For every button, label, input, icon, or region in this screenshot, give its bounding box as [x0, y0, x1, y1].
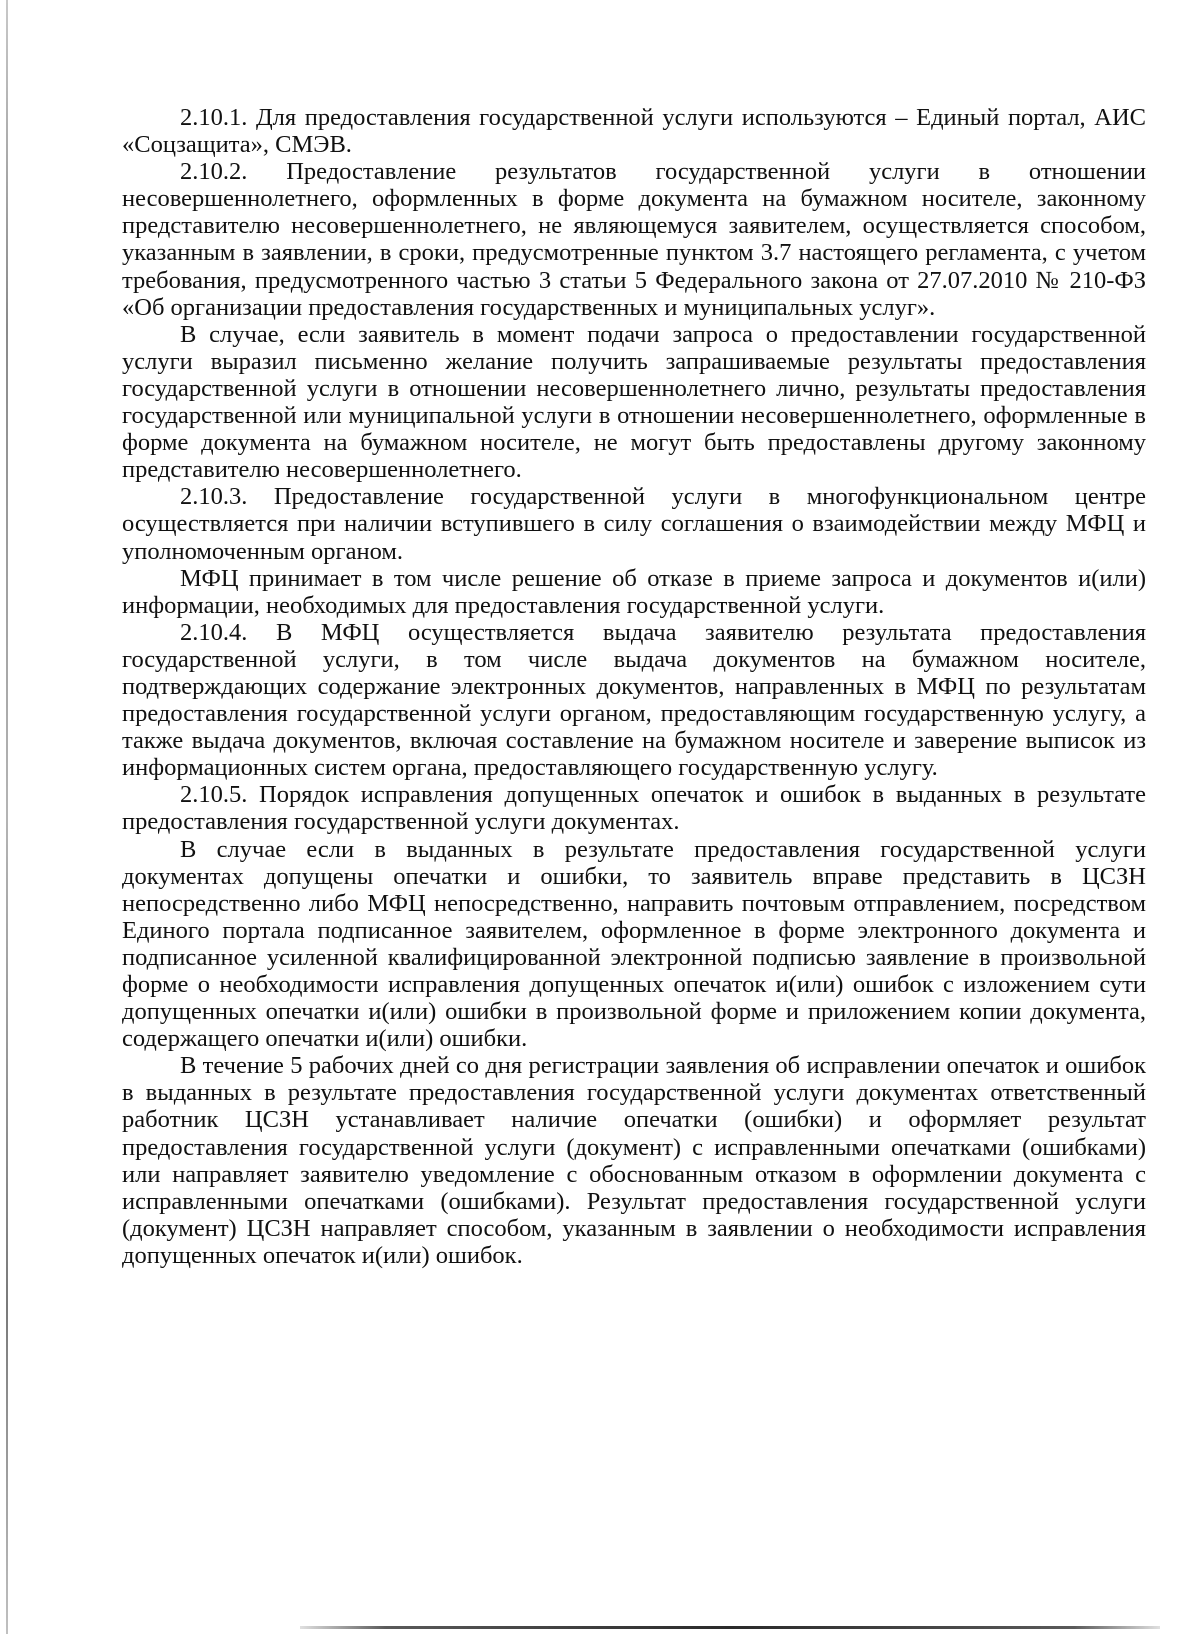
paragraph-2-10-4: 2.10.4. В МФЦ осуществляется выдача заявителю результата предоставления государственной услуги, в том числе выдача документов на бумажном носителе, подтверждающих содержание электронных документов, направленных в МФЦ по результатам предоставления государственной услуги органом, предоставляющим государственную услугу, а также выдача документов, включая составление на бумажном носителе и заверение выписок из информационных систем органа, предоставляющего государственную услугу. — [122, 618, 1146, 782]
scan-edge-bottom — [300, 1626, 1160, 1629]
scan-edge-left — [6, 0, 8, 1634]
paragraph-mfc-refusal: МФЦ принимает в том числе решение об отказе в приеме запроса и документов и(или) информации, необходимых для предоставления государственной услуги. — [122, 564, 1146, 619]
paragraph-personal-receipt: В случае, если заявитель в момент подачи запроса о предоставлении государственной услуги выразил письменно желание получить запрашиваемые результаты предоставления государственной услуги в отношении несовершеннолетнего лично, результаты предоставления государственной или муниципальной услуги в отношении несовершеннолетнего, оформленные в форме документа на бумажном носителе, не могут быть предоставлены другому законному представителю несовершеннолетнего. — [122, 320, 1146, 484]
paragraph-errors-correction: В течение 5 рабочих дней со дня регистрации заявления об исправлении опечаток и ошибок в выданных в результате предоставления государственной услуги документах ответственный работник ЦСЗН устанавливает наличие опечатки (ошибки) и оформляет результат предоставления государственной услуги (документ) с исправленными опечатками (ошибками) или направляет заявителю уведомление с обоснованным отказом в оформлении документа с исправленными опечатками (ошибками). Результат предоставления государственной услуги (документ) ЦСЗН направляет способом, указанным в заявлении о необходимости исправления допущенных опечаток и(или) ошибок. — [122, 1052, 1146, 1269]
document-body — [122, 104, 1146, 1269]
paragraph-2-10-2: 2.10.2. Предоставление результатов государственной услуги в отношении несовершеннолетнего, оформленных в форме документа на бумажном носителе, законному представителю несовершеннолетнего, не являющемуся заявителем, осуществляется способом, указанным в заявлении, в сроки, предусмотренные пунктом 3.7 настоящего регламента, с учетом требования, предусмотренного частью 3 статьи 5 Федерального закона от 27.07.2010 № 210-ФЗ «Об организации предоставления государственных и муниципальных услуг». — [122, 158, 1146, 321]
paragraph-2-10-1: 2.10.1. Для предоставления государственной услуги используются – Единый портал, АИС «Соцзащита», СМЭВ. — [122, 104, 1146, 159]
paragraph-2-10-3: 2.10.3. Предоставление государственной услуги в многофункциональном центре осуществляется при наличии вступившего в силу соглашения о взаимодействии между МФЦ и уполномоченным органом. — [122, 483, 1146, 565]
paragraph-2-10-5: 2.10.5. Порядок исправления допущенных опечаток и ошибок в выданных в результате предоставления государственной услуги документах. — [122, 781, 1146, 836]
paragraph-errors-application: В случае если в выданных в результате предоставления государственной услуги документах допущены опечатки и ошибки, то заявитель вправе представить в ЦСЗН непосредственно либо МФЦ непосредственно, направить почтовым отправлением, посредством Единого портала подписанное заявителем, оформленное в форме электронного документа и подписанное усиленной квалифицированной электронной подписью заявление в произвольной форме о необходимости исправления допущенных опечаток и(или) ошибок с изложением сути допущенных опечатки и(или) ошибки в произвольной форме и приложением копии документа, содержащего опечатки и(или) ошибки. — [122, 835, 1146, 1053]
